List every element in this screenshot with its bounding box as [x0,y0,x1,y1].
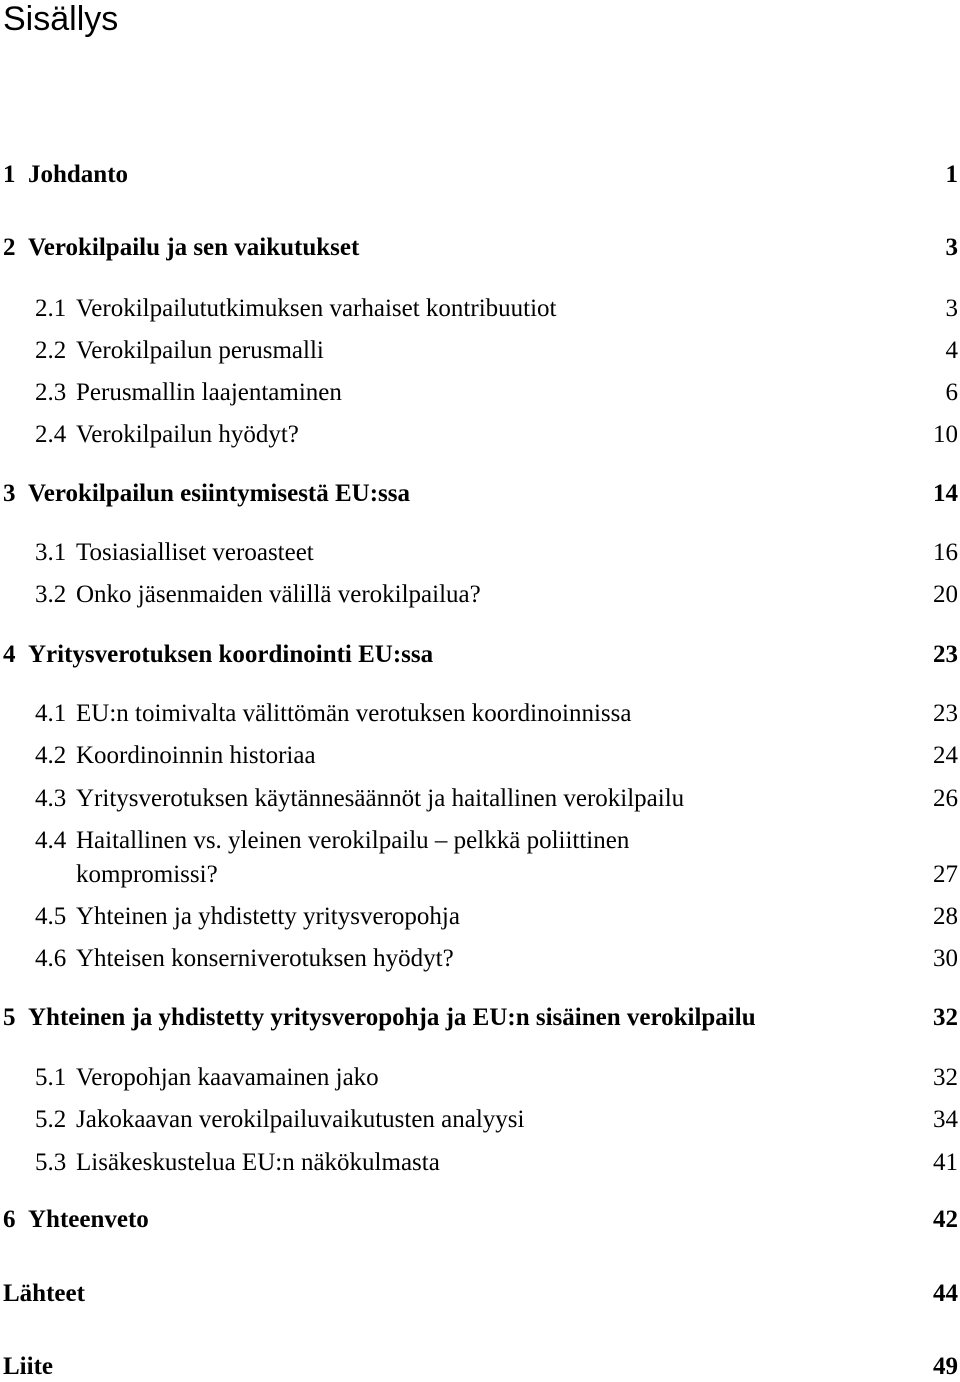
toc-entry-section-5-2[interactable] [0,1105,960,1135]
toc-entry-number: 5.2 [35,1106,67,1133]
toc-entry-page: 42 [933,1206,958,1233]
toc-entry-page: 20 [933,581,958,608]
toc-entry-page: 4 [945,337,958,364]
toc-entry-page: 14 [933,480,958,507]
toc-entry-section-3-1[interactable] [0,538,960,568]
toc-entry-title: Veropohjan kaavamainen jako [76,1064,379,1091]
toc-entry-page: 26 [933,785,958,812]
toc-entry-title: EU:n toimivalta välittömän verotuksen koordinoinnissa [76,700,632,727]
toc-entry-title: Yhteinen ja yhdistetty yritysveropohja ja EU:n sisäinen verokilpailu [28,1004,756,1031]
toc-entry-title: Johdanto [28,161,129,188]
toc-entry-section-2-3[interactable] [0,378,960,408]
toc-entry-number: 3.1 [35,539,67,566]
toc-entry-number: 4.3 [35,785,67,812]
toc-entry-page: 44 [933,1280,958,1307]
toc-entry-page: 41 [933,1149,958,1176]
toc-entry-number: 4.1 [35,700,67,727]
toc-entry-title: Verokilpailun hyödyt? [76,421,299,448]
toc-entry-page: 3 [945,234,958,261]
toc-entry-number: 2.3 [35,379,67,406]
toc-entry-title: Koordinoinnin historiaa [76,742,316,769]
toc-entry-title: Verokilpailun esiintymisestä EU:ssa [28,480,411,507]
toc-entry-page: 24 [933,742,958,769]
toc-entry-title-line-2: kompromissi? [76,861,218,888]
toc-entry-page: 16 [933,539,958,566]
toc-entry-page: 49 [933,1353,958,1380]
toc-entry-section-4-5[interactable] [0,902,960,932]
toc-entry-number: 5.1 [35,1064,67,1091]
toc-entry-section-2-4[interactable] [0,420,960,450]
toc-entry-section-5-1[interactable] [0,1063,960,1093]
toc-entry-title: Yritysverotuksen käytännesäännöt ja haitallinen verokilpailu [76,785,685,812]
toc-entry-section-4-6[interactable] [0,944,960,974]
toc-entry-section-2-1[interactable] [0,294,960,324]
toc-entry-number: 2.1 [35,295,67,322]
toc-entry-title: Verokilpailu ja sen vaikutukset [28,234,360,261]
toc-entry-section-4-2[interactable] [0,741,960,771]
toc-entry-page: 32 [933,1064,958,1091]
toc-entry-number: 3 [3,480,16,507]
toc-entry-page: 1 [945,161,958,188]
toc-entry-title [76,826,629,890]
toc-entry-title: Yhteisen konserniverotuksen hyödyt? [76,945,454,972]
toc-entry-title: Yhteenveto [28,1206,149,1233]
toc-entry-title: Lisäkeskustelua EU:n näkökulmasta [76,1149,440,1176]
toc-entry-section-4-1[interactable] [0,699,960,729]
toc-entry-page: 6 [945,379,958,406]
toc-entry-section-3-2[interactable] [0,580,960,610]
toc-entry-section-5-3[interactable] [0,1148,960,1178]
toc-entry-page: 27 [933,861,958,888]
toc-entry-chapter-5[interactable] [0,1003,960,1033]
toc-entry-title: Lähteet [3,1280,85,1307]
toc-entry-number: 4 [3,641,16,668]
toc-entry-section-4-3[interactable] [0,784,960,814]
page-title: Sisällys [3,0,119,38]
toc-entry-title: Tosiasialliset veroasteet [76,539,314,566]
toc-entry-number: 6 [3,1206,16,1233]
toc-entry-number: 4.2 [35,742,67,769]
toc-entry-number: 4.6 [35,945,67,972]
toc-entry-chapter-3[interactable] [0,479,960,509]
toc-entry-section-2-2[interactable] [0,336,960,366]
toc-entry-page: 10 [933,421,958,448]
toc-entry-title-line-1: Haitallinen vs. yleinen verokilpailu – pelkkä poliittinen [76,827,630,854]
toc-entry-title: Yhteinen ja yhdistetty yritysveropohja [76,903,460,930]
toc-entry-number: 2.4 [35,421,67,448]
toc-entry-title: Perusmallin laajentaminen [76,379,342,406]
toc-entry-appendix[interactable] [0,1352,960,1382]
toc-entry-page: 23 [933,700,958,727]
toc-entry-title: Yritysverotuksen koordinointi EU:ssa [28,641,434,668]
toc-entry-references[interactable] [0,1279,960,1309]
toc-entry-number: 2 [3,234,16,261]
toc-entry-number: 2.2 [35,337,67,364]
toc-entry-title: Verokilpailututkimuksen varhaiset kontribuutiot [76,295,557,322]
toc-entry-title: Verokilpailun perusmalli [76,337,324,364]
toc-entry-title: Jakokaavan verokilpailuvaikutusten analyysi [76,1106,525,1133]
toc-entry-chapter-1[interactable] [0,160,960,190]
toc-entry-page: 32 [933,1004,958,1031]
toc-entry-title: Onko jäsenmaiden välillä verokilpailua? [76,581,481,608]
toc-entry-number: 1 [3,161,16,188]
toc-entry-page: 23 [933,641,958,668]
toc-entry-chapter-6[interactable] [0,1205,960,1235]
toc-entry-number: 3.2 [35,581,67,608]
toc-entry-number: 5.3 [35,1149,67,1176]
toc-entry-title: Liite [3,1353,53,1380]
toc-entry-number: 4.4 [35,827,67,854]
toc-entry-page: 30 [933,945,958,972]
toc-entry-page: 34 [933,1106,958,1133]
toc-entry-number: 5 [3,1004,16,1031]
toc-entry-page: 3 [945,295,958,322]
toc-entry-number: 4.5 [35,903,67,930]
toc-entry-section-4-4[interactable] [0,826,960,894]
toc-entry-chapter-2[interactable] [0,233,960,263]
toc-entry-page: 28 [933,903,958,930]
toc-entry-chapter-4[interactable] [0,640,960,670]
